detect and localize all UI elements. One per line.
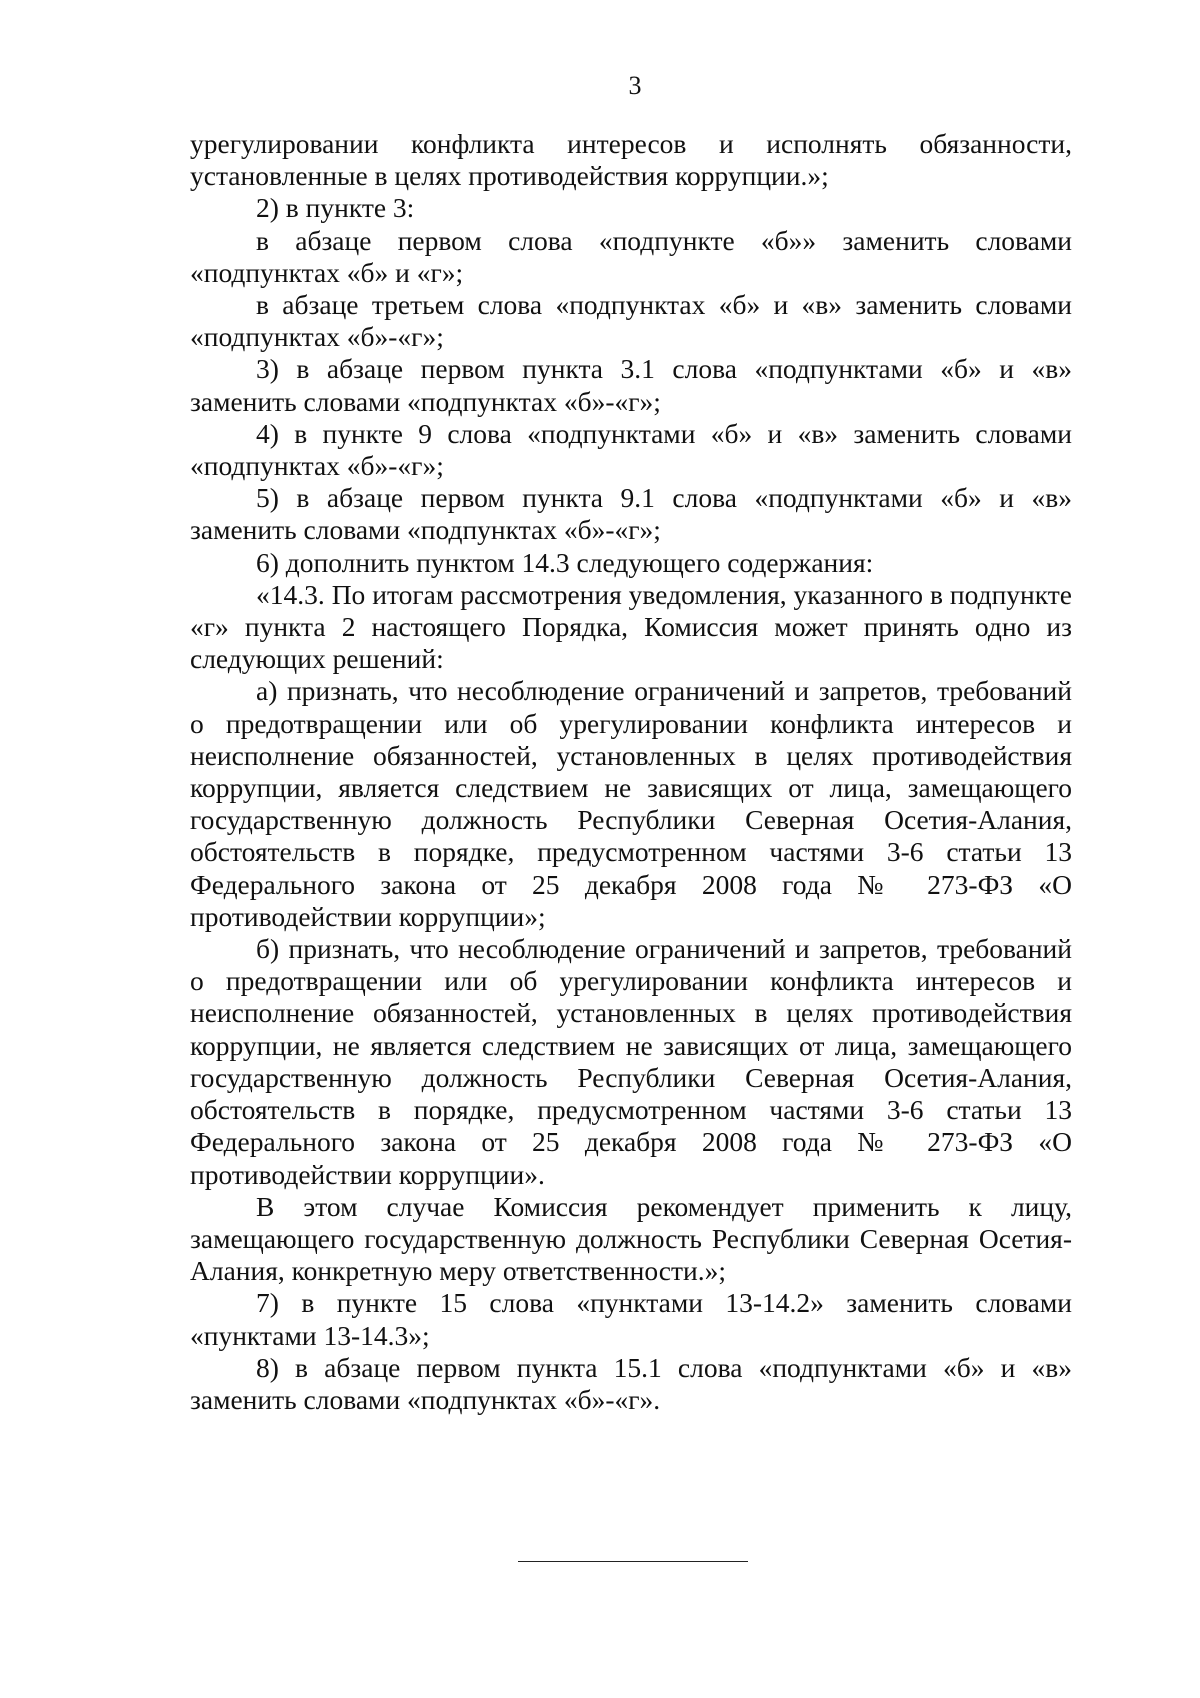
paragraph-item-2-abzac-3: в абзаце третьем слова «подпунктах «б» и «в» заменить словами «подпунктах «б»-«г»; [190, 289, 1072, 353]
paragraph-item-6: 6) дополнить пунктом 14.3 следующего содержания: [256, 546, 874, 578]
paragraph-item-3: 3) в абзаце первом пункта 3.1 слова «подпунктами «б» и «в» заменить словами «подпунктах «б»-«г»; [190, 353, 1072, 417]
paragraph-item-8: 8) в абзаце первом пункта 15.1 слова «подпунктами «б» и «в» заменить словами «подпунктах «б»-«г». [190, 1351, 1072, 1415]
paragraph-item-2: 2) в пункте 3: [256, 192, 415, 224]
paragraph-decision-a: а) признать, что несоблюдение ограничений и запретов, требований о предотвращении или об урегулировании конфликта интересов и неисполнение обязанностей, установленных в целях противодействия коррупции, является следствием не зависящих от лица, замещающего государственную должность Республики Северная Осетия-Алания, обстоятельств в порядке, предусмотренном частями 3-6 статьи 13 Федерального закона от 25 декабря 2008 года № 273-ФЗ «О противодействии коррупции»; [190, 675, 1072, 932]
page-number: 3 [628, 71, 642, 100]
paragraph-item-2-abzac-1: в абзаце первом слова «подпункте «б»» заменить словами «подпунктах «б» и «г»; [190, 224, 1072, 288]
document-body [190, 128, 1072, 1416]
paragraph-item-5: 5) в абзаце первом пункта 9.1 слова «подпунктами «б» и «в» заменить словами «подпунктах «б»-«г»; [190, 482, 1072, 546]
paragraph-decision-b: б) признать, что несоблюдение ограничений и запретов, требований о предотвращении или об урегулировании конфликта интересов и неисполнение обязанностей, установленных в целях противодействия коррупции, не является следствием не зависящих от лица, замещающего государственную должность Республики Северная Осетия-Алания, обстоятельств в порядке, предусмотренном частями 3-6 статьи 13 Федерального закона от 25 декабря 2008 года № 273-ФЗ «О противодействии коррупции». [190, 933, 1072, 1190]
closing-divider-line [518, 1561, 748, 1562]
paragraph-continuation: урегулировании конфликта интересов и исполнять обязанности, установленные в целях противодействия коррупции.»; [190, 128, 1072, 192]
paragraph-recommendation: В этом случае Комиссия рекомендует применить к лицу, замещающего государственную должность Республики Северная Осетия-Алания, конкретную меру ответственности.»; [190, 1190, 1072, 1287]
paragraph-clause-14-3: «14.3. По итогам рассмотрения уведомления, указанного в подпункте «г» пункта 2 настоящего Порядка, Комиссия может принять одно из следующих решений: [190, 578, 1072, 675]
paragraph-item-7: 7) в пункте 15 слова «пунктами 13-14.2» заменить словами «пунктами 13-14.3»; [190, 1287, 1072, 1351]
paragraph-item-4: 4) в пункте 9 слова «подпунктами «б» и «в» заменить словами «подпунктах «б»-«г»; [190, 417, 1072, 482]
